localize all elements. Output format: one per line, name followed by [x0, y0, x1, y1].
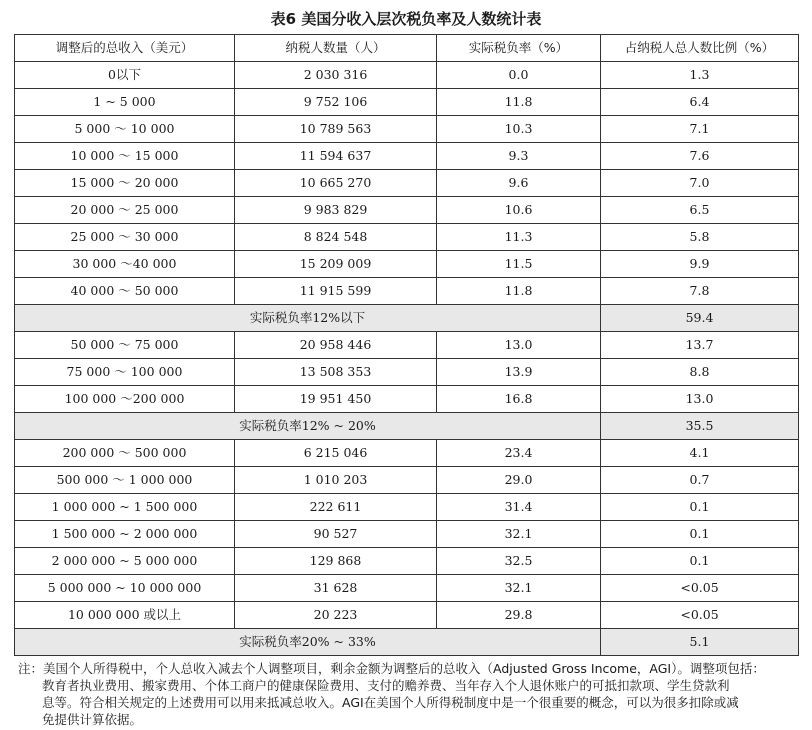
- cell-share: 7.6: [601, 143, 799, 170]
- table-row: [15, 251, 799, 278]
- cell-income: 1 000 000 ~ 1 500 000: [15, 494, 235, 521]
- footnote-line: 教育者执业费用、搬家费用、个体工商户的健康保险费用、支付的赡养费、当年存入个人退休账户的可抵扣款项、学生贷款利: [42, 678, 730, 693]
- table-row: [15, 332, 799, 359]
- cell-count: 9 752 106: [235, 89, 437, 116]
- summary-share: 5.1: [601, 629, 799, 656]
- cell-share: 0.7: [601, 467, 799, 494]
- cell-rate: 13.9: [437, 359, 601, 386]
- cell-count: 10 665 270: [235, 170, 437, 197]
- table-row: [15, 62, 799, 89]
- cell-income: 1 ~ 5 000: [15, 89, 235, 116]
- header-row: [15, 35, 799, 62]
- table-row: [15, 386, 799, 413]
- table-row: [15, 143, 799, 170]
- table-row: [15, 440, 799, 467]
- cell-count: 10 789 563: [235, 116, 437, 143]
- table-row: [15, 359, 799, 386]
- table-row: [15, 494, 799, 521]
- cell-income: 10 000 000 或以上: [15, 602, 235, 629]
- footnote-prefix: 注：: [18, 661, 44, 676]
- cell-share: 6.5: [601, 197, 799, 224]
- cell-income: 10 000 ～ 15 000: [15, 143, 235, 170]
- cell-income: 20 000 ～ 25 000: [15, 197, 235, 224]
- cell-rate: 10.6: [437, 197, 601, 224]
- table-row: [15, 467, 799, 494]
- footnote-line: 免提供计算依据。: [42, 712, 143, 727]
- cell-count: 19 951 450: [235, 386, 437, 413]
- summary-label: 实际税负率12% ~ 20%: [15, 413, 601, 440]
- cell-income: 30 000 ～40 000: [15, 251, 235, 278]
- cell-rate: 9.6: [437, 170, 601, 197]
- cell-rate: 29.0: [437, 467, 601, 494]
- cell-income: 100 000 ～200 000: [15, 386, 235, 413]
- footnote-line: [18, 660, 798, 677]
- cell-share: 9.9: [601, 251, 799, 278]
- cell-count: 15 209 009: [235, 251, 437, 278]
- cell-share: 7.8: [601, 278, 799, 305]
- cell-count: 11 915 599: [235, 278, 437, 305]
- cell-rate: 11.3: [437, 224, 601, 251]
- cell-income: 2 000 000 ~ 5 000 000: [15, 548, 235, 575]
- column-header-share: 占纳税人总人数比例（%）: [601, 35, 799, 62]
- table-row: [15, 602, 799, 629]
- cell-income: 5 000 ～ 10 000: [15, 116, 235, 143]
- footnote-line: 息等。符合相关规定的上述费用可以用来抵减总收入。AGI在美国个人所得税制度中是一个很重要的概念，可以为很多扣除或减: [42, 695, 739, 710]
- cell-income: 500 000 ～ 1 000 000: [15, 467, 235, 494]
- summary-share: 59.4: [601, 305, 799, 332]
- cell-share: 0.1: [601, 494, 799, 521]
- cell-rate: 31.4: [437, 494, 601, 521]
- table-body: [15, 62, 799, 656]
- cell-count: 8 824 548: [235, 224, 437, 251]
- summary-row: [15, 629, 799, 656]
- cell-count: 20 958 446: [235, 332, 437, 359]
- cell-rate: 32.5: [437, 548, 601, 575]
- cell-share: 0.1: [601, 548, 799, 575]
- table-row: [15, 197, 799, 224]
- tax-table: [14, 34, 799, 656]
- summary-row: [15, 413, 799, 440]
- cell-share: <0.05: [601, 575, 799, 602]
- table-row: [15, 278, 799, 305]
- table-title: 表6 美国分收入层次税负率及人数统计表: [270, 10, 542, 28]
- cell-rate: 32.1: [437, 521, 601, 548]
- table-row: [15, 89, 799, 116]
- cell-count: 2 030 316: [235, 62, 437, 89]
- table-row: [15, 548, 799, 575]
- cell-income: 75 000 ～ 100 000: [15, 359, 235, 386]
- cell-share: 13.7: [601, 332, 799, 359]
- cell-count: 222 611: [235, 494, 437, 521]
- table-row: [15, 521, 799, 548]
- cell-share: 13.0: [601, 386, 799, 413]
- cell-income: 25 000 ～ 30 000: [15, 224, 235, 251]
- cell-income: 200 000 ～ 500 000: [15, 440, 235, 467]
- cell-rate: 23.4: [437, 440, 601, 467]
- cell-share: <0.05: [601, 602, 799, 629]
- cell-rate: 11.5: [437, 251, 601, 278]
- column-header-income: 调整后的总收入（美元）: [15, 35, 235, 62]
- table-row: [15, 170, 799, 197]
- cell-income: 1 500 000 ~ 2 000 000: [15, 521, 235, 548]
- cell-rate: 11.8: [437, 89, 601, 116]
- cell-count: 31 628: [235, 575, 437, 602]
- cell-share: 1.3: [601, 62, 799, 89]
- cell-rate: 9.3: [437, 143, 601, 170]
- cell-rate: 11.8: [437, 278, 601, 305]
- table-row: [15, 116, 799, 143]
- cell-income: 40 000 ～ 50 000: [15, 278, 235, 305]
- cell-rate: 16.8: [437, 386, 601, 413]
- footnote: [18, 660, 798, 728]
- cell-share: 7.0: [601, 170, 799, 197]
- cell-count: 11 594 637: [235, 143, 437, 170]
- summary-label: 实际税负率12%以下: [15, 305, 601, 332]
- cell-rate: 29.8: [437, 602, 601, 629]
- cell-share: 7.1: [601, 116, 799, 143]
- cell-rate: 0.0: [437, 62, 601, 89]
- cell-share: 6.4: [601, 89, 799, 116]
- cell-count: 9 983 829: [235, 197, 437, 224]
- summary-row: [15, 305, 799, 332]
- cell-share: 0.1: [601, 521, 799, 548]
- table-row: [15, 575, 799, 602]
- column-header-count: 纳税人数量（人）: [235, 35, 437, 62]
- cell-count: 20 223: [235, 602, 437, 629]
- cell-income: 5 000 000 ~ 10 000 000: [15, 575, 235, 602]
- table-row: [15, 224, 799, 251]
- cell-count: 6 215 046: [235, 440, 437, 467]
- footnote-text: 美国个人所得税中，个人总收入减去个人调整项目，剩余金额为调整后的总收入（Adjusted Gross Income，AGI）。调整项包括：: [43, 661, 765, 676]
- cell-count: 129 868: [235, 548, 437, 575]
- cell-share: 4.1: [601, 440, 799, 467]
- cell-rate: 32.1: [437, 575, 601, 602]
- cell-count: 90 527: [235, 521, 437, 548]
- cell-rate: 10.3: [437, 116, 601, 143]
- cell-share: 5.8: [601, 224, 799, 251]
- cell-income: 0以下: [15, 62, 235, 89]
- cell-income: 50 000 ～ 75 000: [15, 332, 235, 359]
- cell-share: 8.8: [601, 359, 799, 386]
- summary-label: 实际税负率20% ~ 33%: [15, 629, 601, 656]
- summary-share: 35.5: [601, 413, 799, 440]
- cell-count: 1 010 203: [235, 467, 437, 494]
- cell-count: 13 508 353: [235, 359, 437, 386]
- cell-income: 15 000 ～ 20 000: [15, 170, 235, 197]
- cell-rate: 13.0: [437, 332, 601, 359]
- column-header-rate: 实际税负率（%）: [437, 35, 601, 62]
